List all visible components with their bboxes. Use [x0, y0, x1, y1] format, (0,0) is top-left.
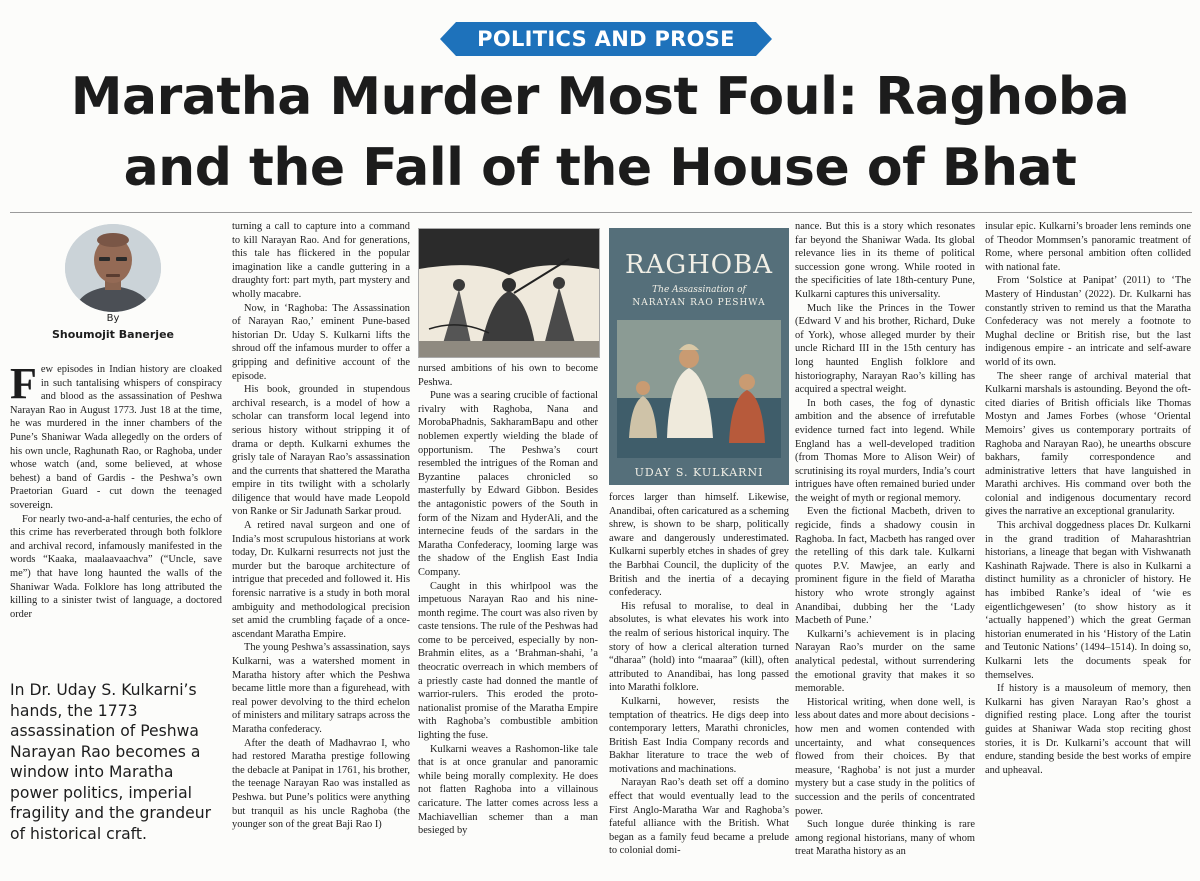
article-column-3 — [418, 362, 598, 876]
headline — [10, 62, 1190, 204]
article-column-5 — [795, 220, 975, 876]
paragraph: Even the fictional Macbeth, driven to regicide, finds a shadowy cousin in Raghoba. In fact, Macbeth has ranged over the retelling of this dark tale. Kulkarni quotes P.V. Mawjee, an early and prominent figure in the field of Maratha history who wrote strongly against Anandibai, dubbing her the ‘Lady Macbeth of Pune.’ — [795, 506, 975, 627]
section-kicker — [0, 22, 1200, 60]
paragraph: nance. But this is a story which resonates far beyond the Shaniwar Wada. Its global relevance lies in its theme of political succession gone wrong. While rooted in the specificities of late 18th-century Pune, Kulkarni captures this universality. — [795, 221, 975, 300]
historical-engraving-illustration — [418, 228, 600, 358]
paragraph: If history is a mausoleum of memory, then Kulkarni has given Narayan Rao’s ghost a dignified resting place. Long after the tourist guides at Shaniwar Wada stop reciting ghost stories, it is Dr. Kulkarni’s account that will endure, standing beside the best works of empire and upheaval. — [985, 683, 1191, 776]
paragraph: Such longue durée thinking is rare among regional historians, many of whom treat Maratha history as an — [795, 819, 975, 858]
paragraph: From ‘Solstice at Panipat’ (2011) to ‘The Mastery of Hindustan’ (2022). Dr. Kulkarni has constantly striven to remind us that the Maratha Confederacy was not merely a footnote to Mughal decline or British rise, but the last indigenous empire - an intricate and self-aware world of its own. — [985, 275, 1191, 368]
paragraph: turning a call to capture into a command to kill Narayan Rao. And for generations, this tale has flickered in the popular imagination like a candle guttering in a draughty fort: part myth, part mystery and wholly macabre. — [232, 221, 410, 300]
pull-quote: In Dr. Uday S. Kulkarni’s hands, the 1773 assassination of Peshwa Narayan Rao becomes a window into Maratha power politics, imperial fragility and the grandeur of historical craft. — [10, 681, 212, 843]
article-column-1 — [10, 363, 222, 675]
paragraph: insular epic. Kulkarni’s broader lens reminds one of Theodor Mommsen’s panoramic treatment of Rome, where personal ambition often collided with national fate. — [985, 221, 1191, 273]
drop-cap: F — [10, 363, 37, 408]
headline-line-1: Maratha Murder Most Foul: Raghoba — [70, 67, 1130, 127]
paragraph: Pune was a searing crucible of factional rivalry with Raghoba, Nana and MorobaPhadnis, SakharamBapu and other noblemen expertly wielding the blade of opportunism. The Peshwa’s court resembled the intrigues of the Roman and Byzantine palaces chronicled so masterfully by Edward Gibbon. Besides the antagonistic powers of the South in form of the Nizam and HyderAli, and the internecine feuds of the sardars in the Maratha Confederacy, looming large was the shadow of the English East India Company. — [418, 390, 598, 578]
paragraph: The young Peshwa’s assassination, says Kulkarni, was a watershed moment in Maratha history after which the Peshwa became little more than a figurehead, with real power devolving to the third echelon of ministers and military satraps across the Maratha confederacy. — [232, 642, 410, 735]
paragraph: His book, grounded in stupendous archival research, is a model of how a scholar can transform local legend into serious history without stripping it of drama or depth. Kulkarni exhumes the grisly tale of Narayan Rao’s assassination and the currents that shattered the Maratha empire in tits twilight with a scholarly diligence that would have made Leopold von Ranke or Sir Jadunath Sarkar proud. — [232, 384, 410, 518]
headline-line-2: and the Fall of the House of Bhat — [123, 138, 1077, 198]
paragraph: Kulkarni weaves a Rashomon-like tale that is at once granular and panoramic while being morally complexity. He does not flatten Raghoba into a villainous caricature. The latter comes across less a Machiavellian schemer than a man besieged by — [418, 743, 598, 837]
article-column-4 — [609, 491, 789, 876]
book-subtitle-1: The Assassination of — [652, 285, 746, 295]
book-cover — [609, 228, 789, 485]
book-subtitle-2: NARAYAN RAO PESHWA — [632, 298, 766, 308]
kicker-label: POLITICS AND PROSE — [477, 27, 735, 51]
byline-prefix: By — [106, 313, 120, 324]
paragraph: This archival doggedness places Dr. Kulkarni in the grand tradition of Maharashtrian historians, a lineage that began with Vishwanath Kashinath Rajwade. There is also in Kulkarni a distinct humility as a chronicler of history. He has imbibed Ranke’s ideal of ‘wie es eigentlichgewesen’ (to show history as it ‘actually happened’) which the great German historian enumerated in his ‘History of the Latin and Teutonic Nations’ (1494–1514). In doing so, Kulkarni lets the documents speak for themselves. — [985, 520, 1191, 681]
paragraph: A retired naval surgeon and one of India’s most scrupulous historians at work today, Dr. Kulkarni resurrects not just the murder but the baroque architecture of intrigue that preceded and followed it. His forensic narrative is a study in both moral ambiguity and methodological precision set amid the crumbling façade of a once-ascendant Maratha Empire. — [232, 520, 410, 640]
paragraph: Much like the Princes in the Tower (Edward V and his brother, Richard, Duke of York), whose alleged murder by their uncle Richard III in the 15th century has long haunted English folklore and historiography, Narayan Rao’s killing has acquired a spectral weight. — [795, 302, 975, 396]
author-photo — [65, 224, 161, 312]
paragraph: Historical writing, when done well, is less about dates and more about decisions - how men and women contended with uncertainty, and what consequences flowed from their choices. By that measure, ‘Raghoba’ is not just a murder mystery but a case study in the politics of succession and the perils of concentrated power. — [795, 696, 975, 817]
kicker-banner — [456, 22, 756, 56]
paragraph: nursed ambitions of his own to become Peshwa. — [418, 363, 598, 388]
paragraph: His refusal to moralise, to deal in absolutes, is what elevates his work into the realm of serious historical inquiry. The story of how a clerical alteration turned “dharaa” (hold) into “maaraa” (kill), often attributed to Anandibai, has long passed into Marathi folklore. — [609, 600, 789, 694]
article-column-6 — [985, 220, 1191, 876]
headline-divider — [10, 212, 1192, 213]
book-title: RAGHOBA — [625, 250, 773, 280]
paragraph: Few episodes in Indian history are cloaked in such tantalising whispers of conspiracy and blood as the assassination of Peshwa Narayan Rao in August 1773. Just 18 at the time, he was murdered in the inner chambers of the Pune’s Shaniwar Wada allegedly on the orders of his own uncle, Raghunath Rao, or Raghoba, under whose watch (and, some believed, at whose behest) a band of Gardis - the Peshwa’s own Praetorian Guard - cut down the teenaged sovereign. — [10, 363, 222, 511]
paragraph: Caught in this whirlpool was the impetuous Narayan Rao and his nine-month regime. The court was also riven by caste tensions. The rule of the Peshwas had come to be perceived, especially by non-Brahmin elites, as a ‘Brahman-shahi, ’a theocratic overreach in which members of a priestly caste had donned the mantle of warrior-rulers. This eroded the proto-nationalist promise of the Maratha Empire with Raghoba’s combustible ambition lighting the fuse. — [418, 580, 598, 742]
paragraph: Now, in ‘Raghoba: The Assassination of Narayan Rao,’ eminent Pune-based historian Dr. Uday S. Kulkarni lifts the shroud off the infamous murder to offer a gripping and definitive account of the episode. — [232, 302, 410, 382]
article-column-2 — [232, 220, 410, 876]
byline-author: Shoumojit Banerjee — [51, 328, 174, 341]
paragraph: After the death of Madhavrao I, who had restored Maratha prestige following the debacle at Panipat in 1761, his brother, the teenage Narayan Rao was installed as Peshwa. but Pune’s politics were anything but tranquil as his uncle Raghoba (the younger son of the great Baji Rao I) — [232, 737, 410, 831]
paragraph: forces larger than himself. Likewise, Anandibai, often caricatured as a scheming shrew, is shown to be sharp, politically aware and dangerously underestimated. Kulkarni superbly etches in shades of grey the Barbhai Council, the duplicity of the British and the inertia of a decaying confederacy. — [609, 492, 789, 599]
paragraph: Kulkarni, however, resists the temptation of theatrics. He digs deep into contemporary letters, Marathi chronicles, British East India Company records and Bakhar literature to trace the web of motivations and machinations. — [609, 695, 789, 775]
paragraph: Kulkarni’s achievement is in placing Narayan Rao’s murder on the same analytical pedestal, without surrendering the emotional gravity that makes it so memorable. — [795, 628, 975, 695]
paragraph: For nearly two-and-a-half centuries, the echo of this crime has reverberated through both folklore and archival record, infamously manifested in the words “Kaaka, maalaavaachva” (“Uncle, save me”) that have long haunted the walls of the Shaniwar Wada. Folklore has long attributed the killing to a sinister twist of language, a doctored order — [10, 513, 222, 620]
paragraph: Narayan Rao’s death set off a domino effect that would eventually lead to the First Anglo-Maratha War and Raghoba’s fateful alliance with the British. What began as a family feud became a prelude to colonial domi- — [609, 777, 789, 857]
book-author: UDAY S. KULKARNI — [634, 466, 764, 479]
paragraph: The sheer range of archival material that Kulkarni marshals is astounding. Beyond the oft-cited diaries of British officials like Thomas Mostyn and James Forbes (whose ‘Oriental Memoirs’ gives us contemporary portraits of Raghoba and Narayan Rao), he unearths obscure bakhars, family correspondence and administrative letters that have languished in Marathi archives. His command over both the colonial and indigenous documentary record gives the narrative an exceptional granularity. — [985, 370, 1191, 518]
paragraph: In both cases, the fog of dynastic ambition and the absence of irrefutable evidence turned fact into legend. While England has a well-developed tradition (from Thomas More to Alison Weir) of scrutinising its royal murders, India’s court intrigues have often remained buried under the weight of myth or regional memory. — [795, 397, 975, 504]
